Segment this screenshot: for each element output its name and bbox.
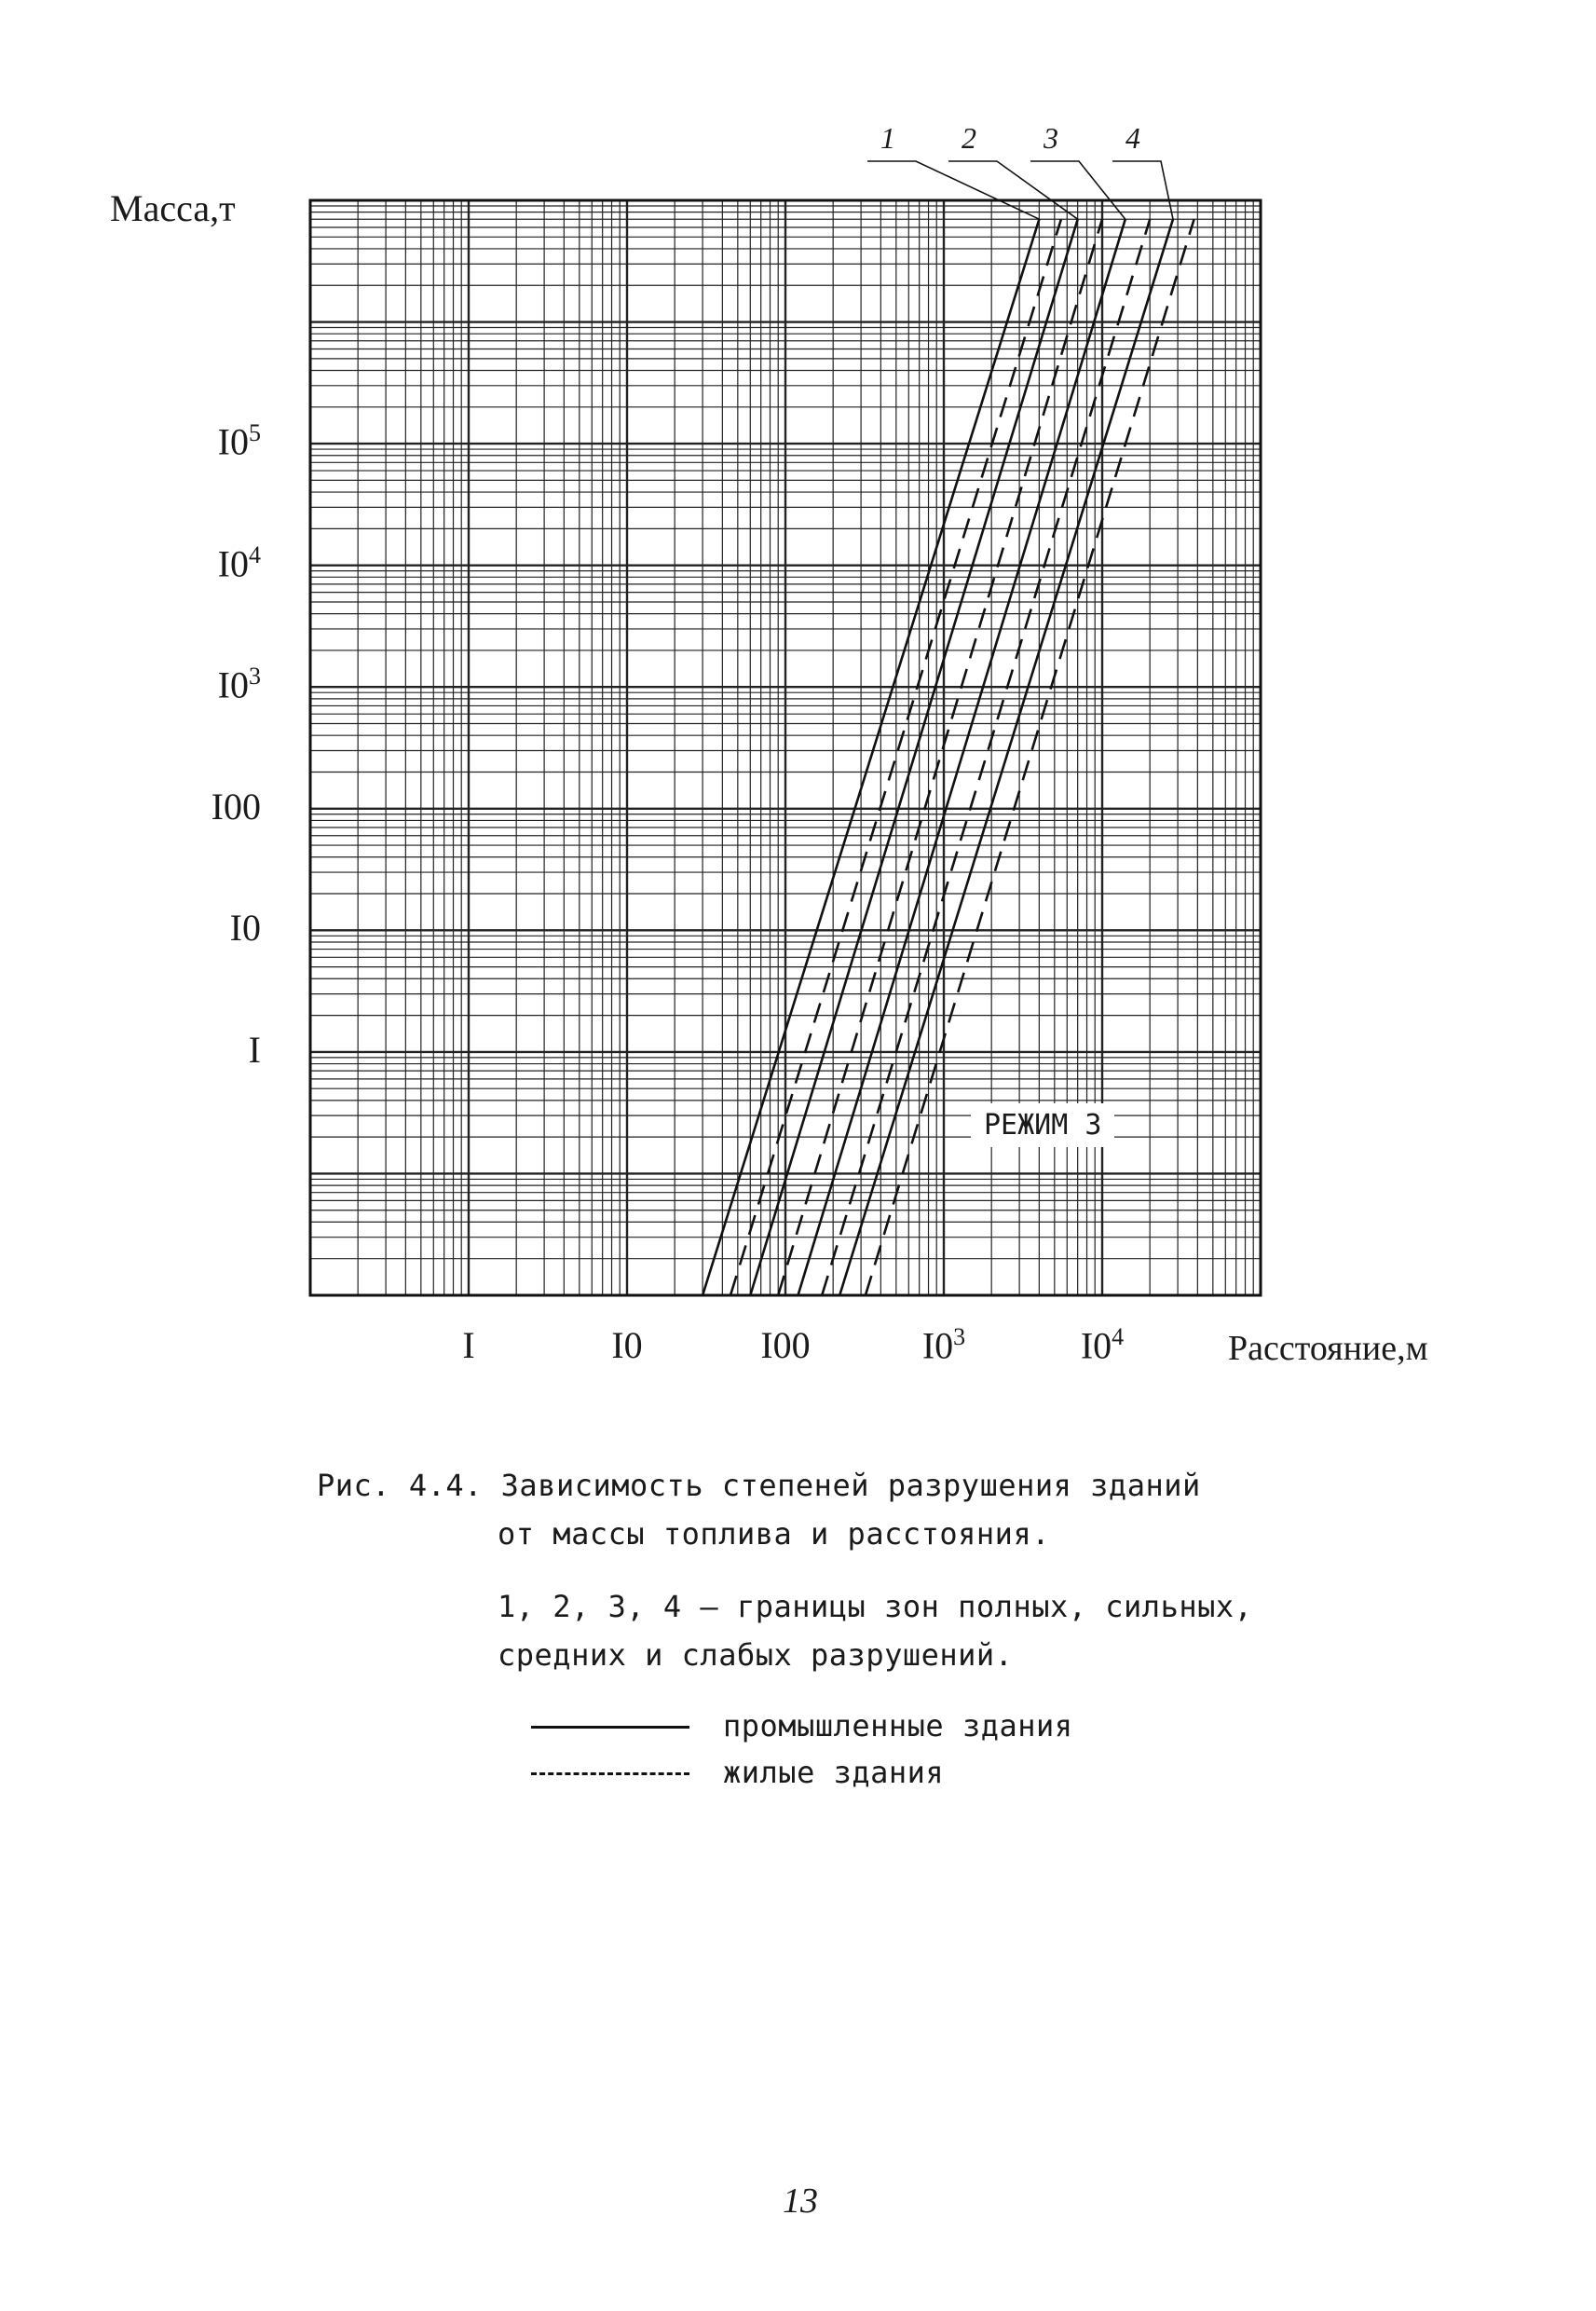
mode-annotation: РЕЖИМ 3 (971, 1103, 1114, 1147)
x-axis-label: Расстояние,м (1228, 1329, 1428, 1368)
y-tick-label: $I0^5$ (217, 419, 261, 463)
y-tick-label: I00 (211, 785, 261, 827)
curve-leader-4 (1112, 161, 1173, 219)
curve-number-1: 1 (880, 121, 895, 155)
chart-grid (310, 200, 1261, 1295)
y-tick-exponent: 4 (249, 540, 261, 568)
legend-dashed-label: жилые здания (723, 1755, 945, 1790)
x-tick-label: I00 (760, 1324, 811, 1366)
x-tick-label: I0 (611, 1324, 643, 1366)
caption-line-4: средних и слабых разрушений. (498, 1637, 1014, 1673)
legend-dashed-swatch (531, 1772, 689, 1775)
curve-leader-2 (948, 161, 1078, 219)
caption-line-2: от массы топлива и расстояния. (498, 1516, 1050, 1552)
curve-number-3: 3 (1044, 121, 1058, 155)
y-tick-label: I0 (229, 907, 261, 950)
legend-solid-swatch (531, 1726, 689, 1729)
caption-line-3: 1, 2, 3, 4 – границы зон полных, сильных, (498, 1589, 1253, 1624)
y-tick-label: $I0^3$ (217, 663, 261, 706)
legend-solid-label: промышленные здания (723, 1708, 1073, 1744)
page-number: 13 (783, 2181, 818, 2221)
y-tick-label: I (248, 1028, 261, 1071)
x-tick-label: $I0^3$ (921, 1323, 966, 1367)
x-tick-exponent: 4 (1112, 1323, 1125, 1350)
x-tick-label: I (462, 1324, 475, 1366)
x-tick-exponent: 3 (953, 1323, 966, 1350)
y-tick-exponent: 3 (249, 663, 261, 691)
chart-curves (703, 219, 1194, 1295)
x-tick-label: $I0^4$ (1080, 1323, 1125, 1367)
y-axis-label: Масса,т (110, 187, 236, 229)
y-tick-label: $I0^4$ (217, 540, 261, 584)
caption-line-1: Рис. 4.4. Зависимость степеней разрушения зданий (317, 1468, 1201, 1503)
y-tick-exponent: 5 (249, 419, 261, 447)
curve-leader-1 (867, 161, 1039, 219)
curve-number-4: 4 (1125, 121, 1140, 155)
curve-leaders (867, 161, 1173, 219)
curve-number-2: 2 (962, 121, 976, 155)
